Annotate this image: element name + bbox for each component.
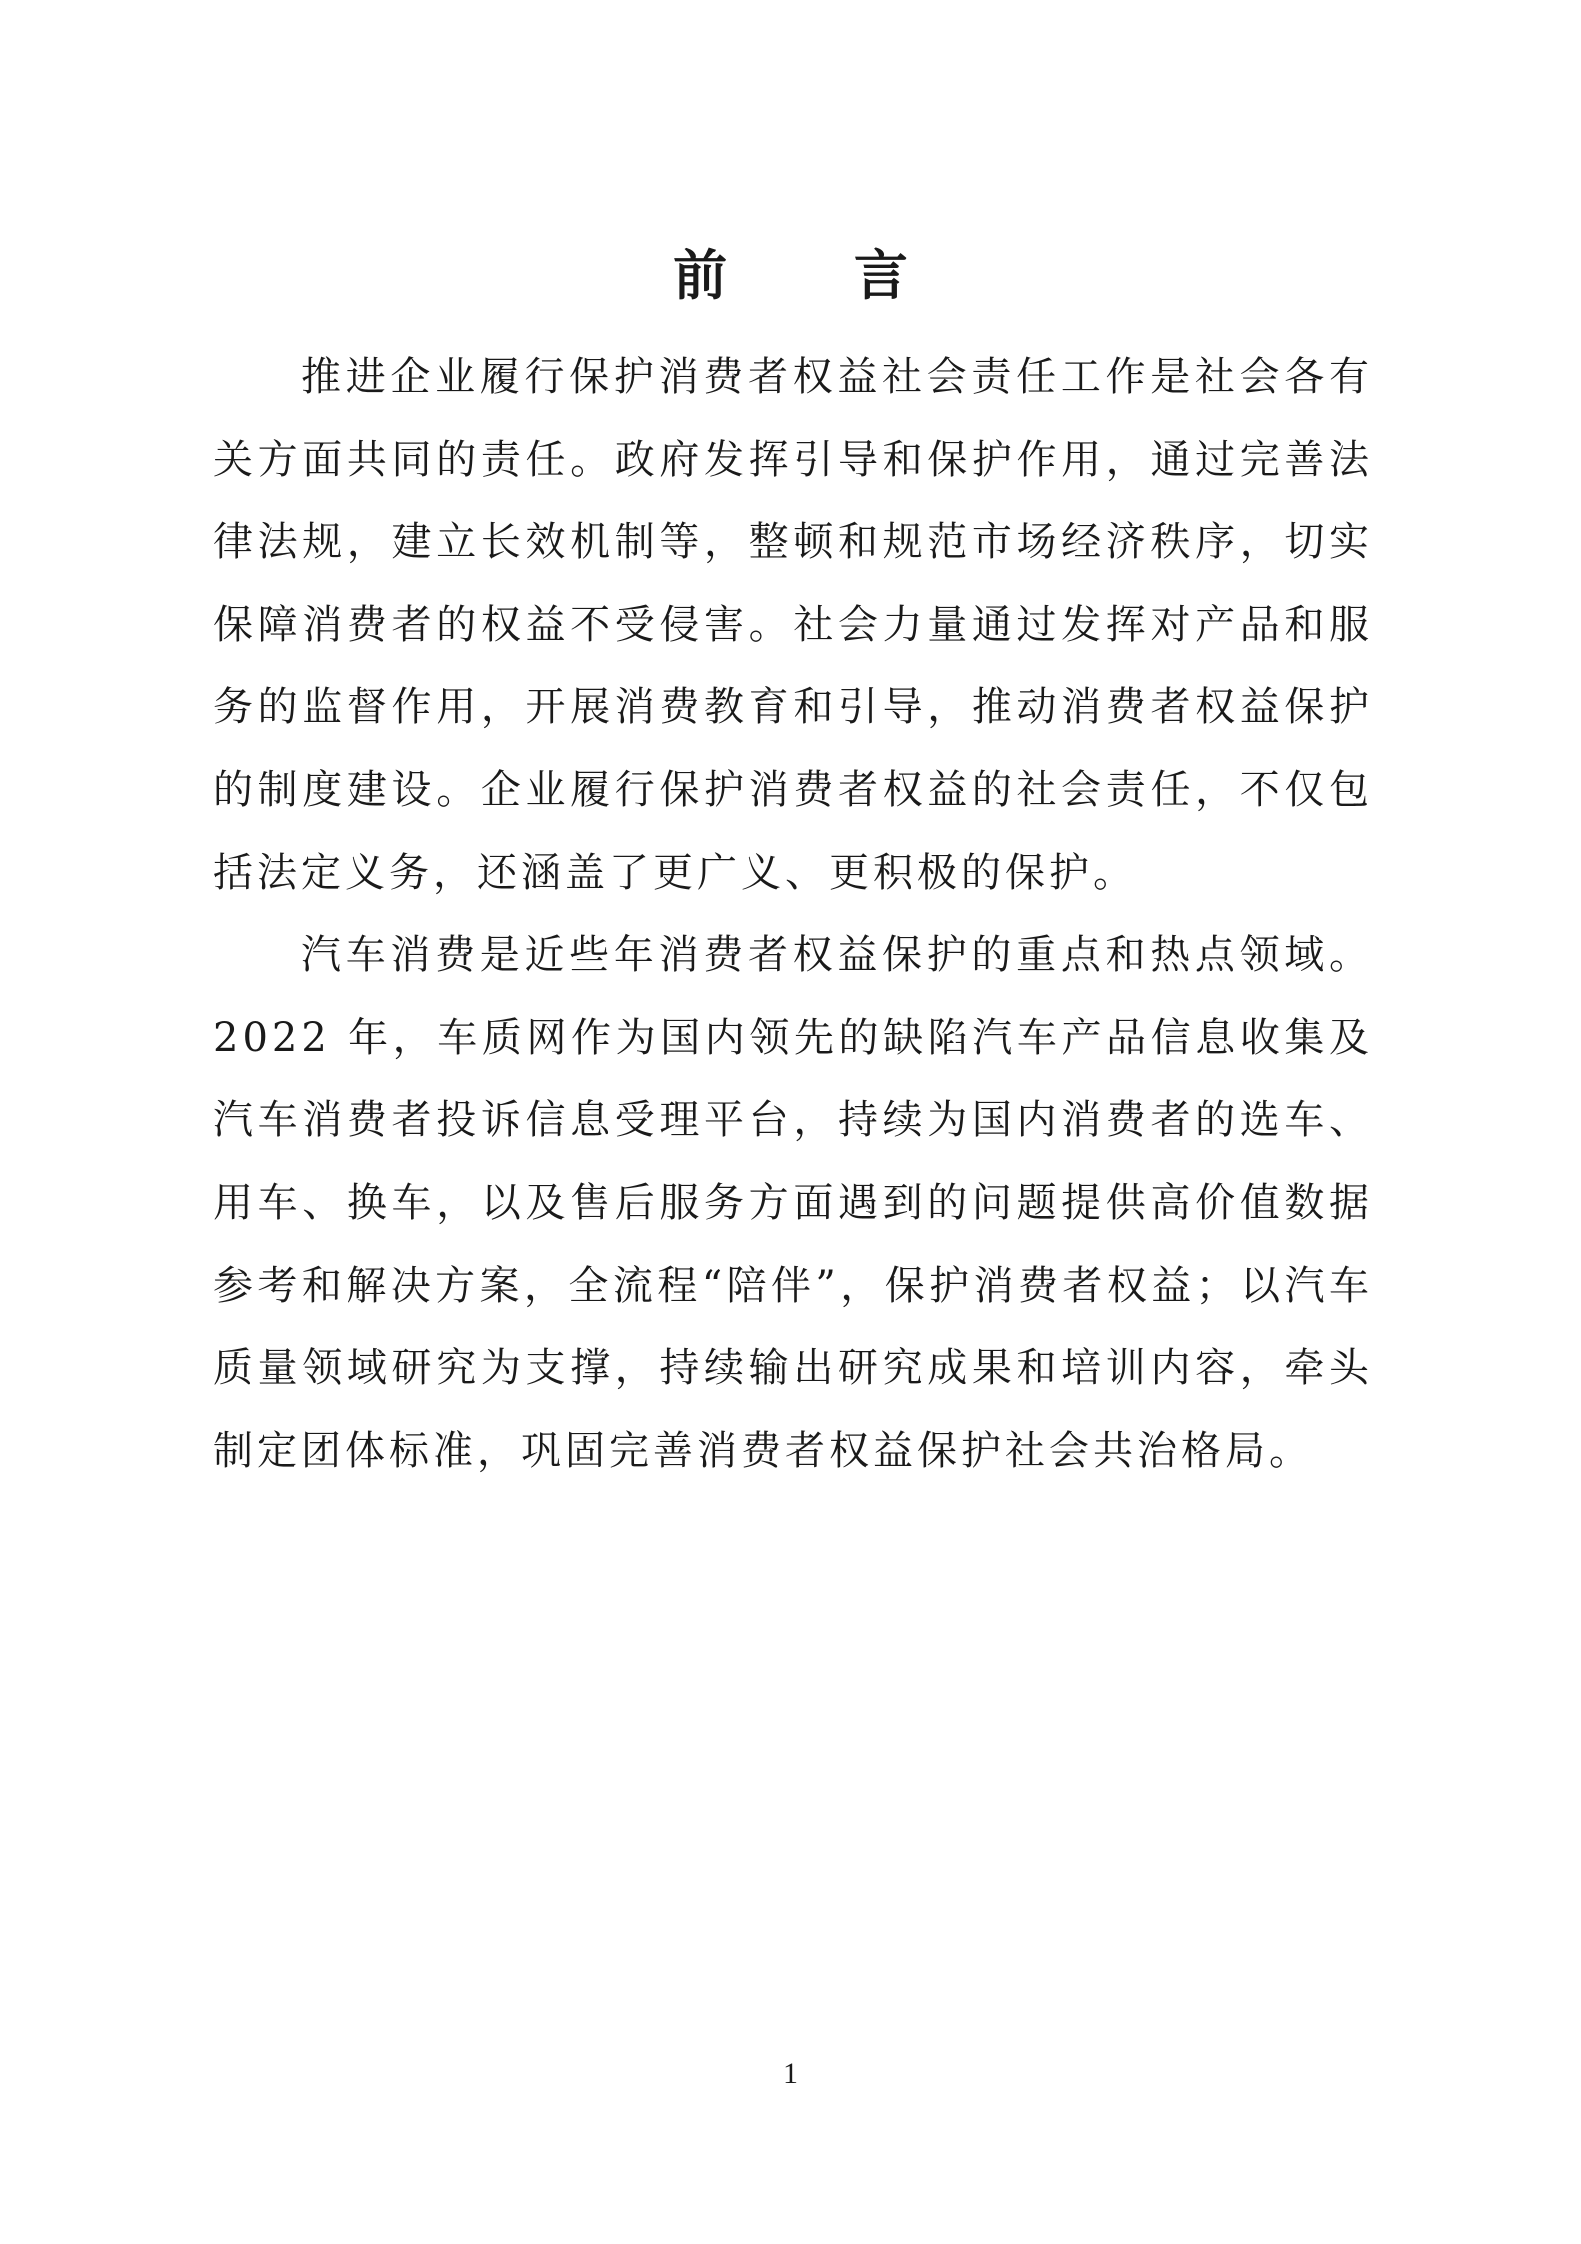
paragraph-2: 汽车消费是近些年消费者权益保护的重点和热点领域。2022 年，车质网作为国内领先的缺陷汽车产品信息收集及汽车消费者投诉信息受理平台，持续为国内消费者的选车、用车、换车，以及售后服务方面遇到的问题提供高价值数据参考和解决方案，全流程“陪伴”，保护消费者权益；以汽车质量领域研究为支撑，持续输出研究成果和培训内容，牵头制定团体标准，巩固完善消费者权益保护社会共治格局。 <box>213 932 1373 1474</box>
body-text <box>213 336 1373 1492</box>
paragraph-1: 推进企业履行保护消费者权益社会责任工作是社会各有关方面共同的责任。政府发挥引导和保护作用，通过完善法律法规，建立长效机制等，整顿和规范市场经济秩序，切实保障消费者的权益不受侵害。社会力量通过发挥对产品和服务的监督作用，开展消费教育和引导，推动消费者权益保护的制度建设。企业履行保护消费者权益的社会责任，不仅包括法定义务，还涵盖了更广义、更积极的保护。 <box>213 354 1373 896</box>
page-number: 1 <box>783 2057 798 2090</box>
page-title: 前 言 <box>673 244 962 308</box>
